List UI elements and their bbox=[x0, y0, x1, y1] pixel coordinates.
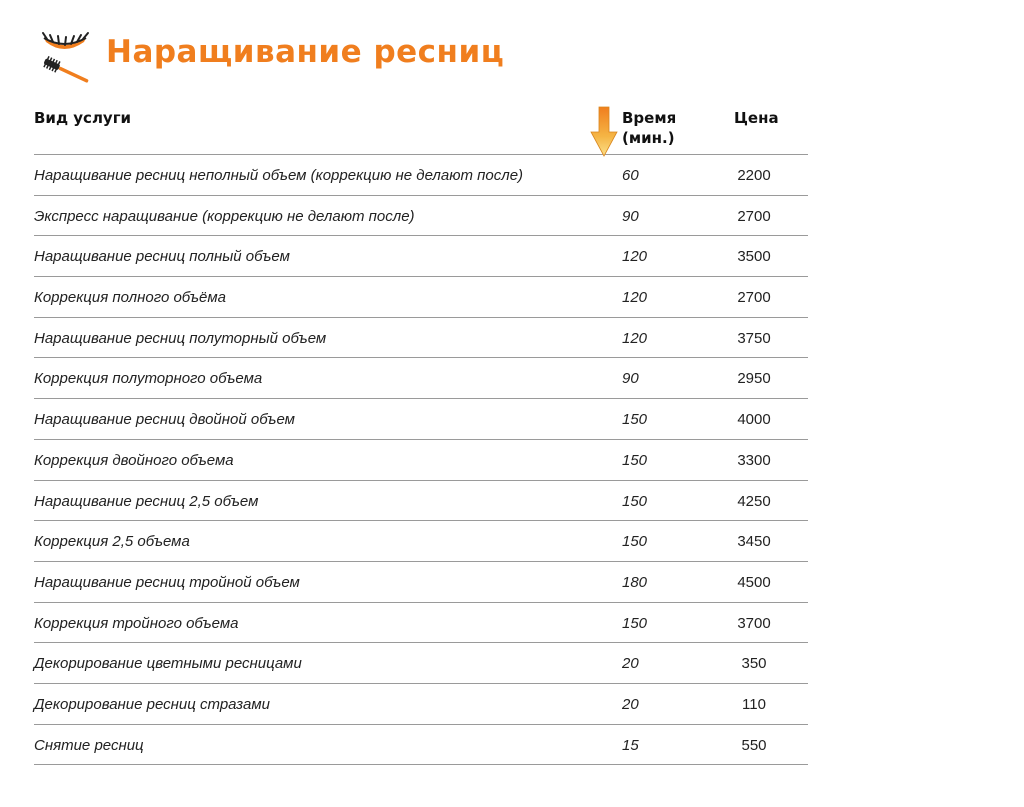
row-price: 4500 bbox=[737, 573, 771, 591]
row-time: 150 bbox=[622, 533, 648, 551]
row-time: 180 bbox=[622, 573, 648, 591]
column-header-price: Цена bbox=[734, 109, 779, 127]
row-time: 90 bbox=[622, 370, 639, 388]
row-service: Коррекция полного объёма bbox=[34, 289, 227, 307]
row-price: 3300 bbox=[737, 451, 771, 469]
row-time: 120 bbox=[622, 289, 648, 307]
sort-down-arrow-icon[interactable] bbox=[590, 106, 618, 158]
table-row bbox=[34, 725, 808, 766]
table-row bbox=[34, 196, 808, 237]
table-row bbox=[34, 562, 808, 603]
row-price: 3500 bbox=[737, 248, 771, 266]
row-service: Экспресс наращивание (коррекцию не делают после) bbox=[34, 207, 415, 225]
column-header-time bbox=[622, 108, 692, 148]
row-service: Декорирование ресниц стразами bbox=[34, 695, 270, 713]
row-service: Коррекция полуторного объема bbox=[34, 370, 263, 388]
row-price: 2700 bbox=[737, 207, 771, 225]
table-row bbox=[34, 399, 808, 440]
row-price: 2200 bbox=[737, 167, 771, 184]
row-time: 150 bbox=[622, 614, 648, 632]
row-price: 550 bbox=[741, 736, 767, 754]
row-service: Наращивание ресниц полуторный объем bbox=[34, 329, 327, 347]
column-header-time-line2: (мин.) bbox=[622, 129, 675, 147]
row-service: Снятие ресниц bbox=[34, 736, 144, 754]
row-time: 150 bbox=[622, 411, 648, 429]
table-row bbox=[34, 358, 808, 399]
row-price: 110 bbox=[742, 695, 766, 713]
row-service: Коррекция двойного объема bbox=[34, 451, 234, 469]
row-time: 60 bbox=[622, 167, 639, 184]
row-service: Коррекция 2,5 объема bbox=[34, 533, 190, 551]
row-time: 20 bbox=[622, 695, 639, 713]
eyelash-mascara-icon bbox=[38, 30, 94, 86]
table-row bbox=[34, 277, 808, 318]
table-row bbox=[34, 440, 808, 481]
row-time: 120 bbox=[622, 329, 648, 347]
column-header-time-line1: Время bbox=[622, 109, 677, 127]
table-row bbox=[34, 521, 808, 562]
row-service: Коррекция тройного объема bbox=[34, 614, 239, 632]
row-service: Наращивание ресниц 2,5 объем bbox=[34, 492, 259, 510]
table-row bbox=[34, 684, 808, 725]
row-price: 3450 bbox=[737, 533, 771, 551]
row-price: 3700 bbox=[737, 614, 771, 632]
table-body bbox=[34, 155, 808, 765]
table-row bbox=[34, 318, 808, 359]
table-row bbox=[34, 481, 808, 522]
row-time: 150 bbox=[622, 492, 648, 510]
row-price: 350 bbox=[741, 655, 767, 673]
row-service: Наращивание ресниц полный объем bbox=[34, 248, 290, 266]
row-time: 90 bbox=[622, 207, 639, 225]
row-price: 3750 bbox=[737, 329, 771, 347]
row-time: 20 bbox=[622, 655, 639, 673]
row-service: Декорирование цветными ресницами bbox=[34, 655, 302, 673]
page-title: Наращивание ресниц bbox=[106, 34, 505, 70]
row-price: 2950 bbox=[737, 370, 771, 388]
table-header bbox=[34, 102, 808, 155]
price-table bbox=[34, 102, 808, 765]
table-row bbox=[34, 155, 808, 196]
row-price: 4250 bbox=[737, 492, 771, 510]
column-header-service: Вид услуги bbox=[34, 109, 132, 127]
row-time: 15 bbox=[622, 736, 639, 754]
row-service: Наращивание ресниц неполный объем (коррекцию не делают после) bbox=[34, 167, 524, 184]
table-row bbox=[34, 603, 808, 644]
row-service: Наращивание ресниц тройной объем bbox=[34, 573, 300, 591]
row-time: 120 bbox=[622, 248, 648, 266]
table-row bbox=[34, 236, 808, 277]
row-time: 150 bbox=[622, 451, 648, 469]
table-row bbox=[34, 643, 808, 684]
row-price: 2700 bbox=[737, 289, 771, 307]
row-service: Наращивание ресниц двойной объем bbox=[34, 411, 295, 429]
row-price: 4000 bbox=[737, 411, 771, 429]
